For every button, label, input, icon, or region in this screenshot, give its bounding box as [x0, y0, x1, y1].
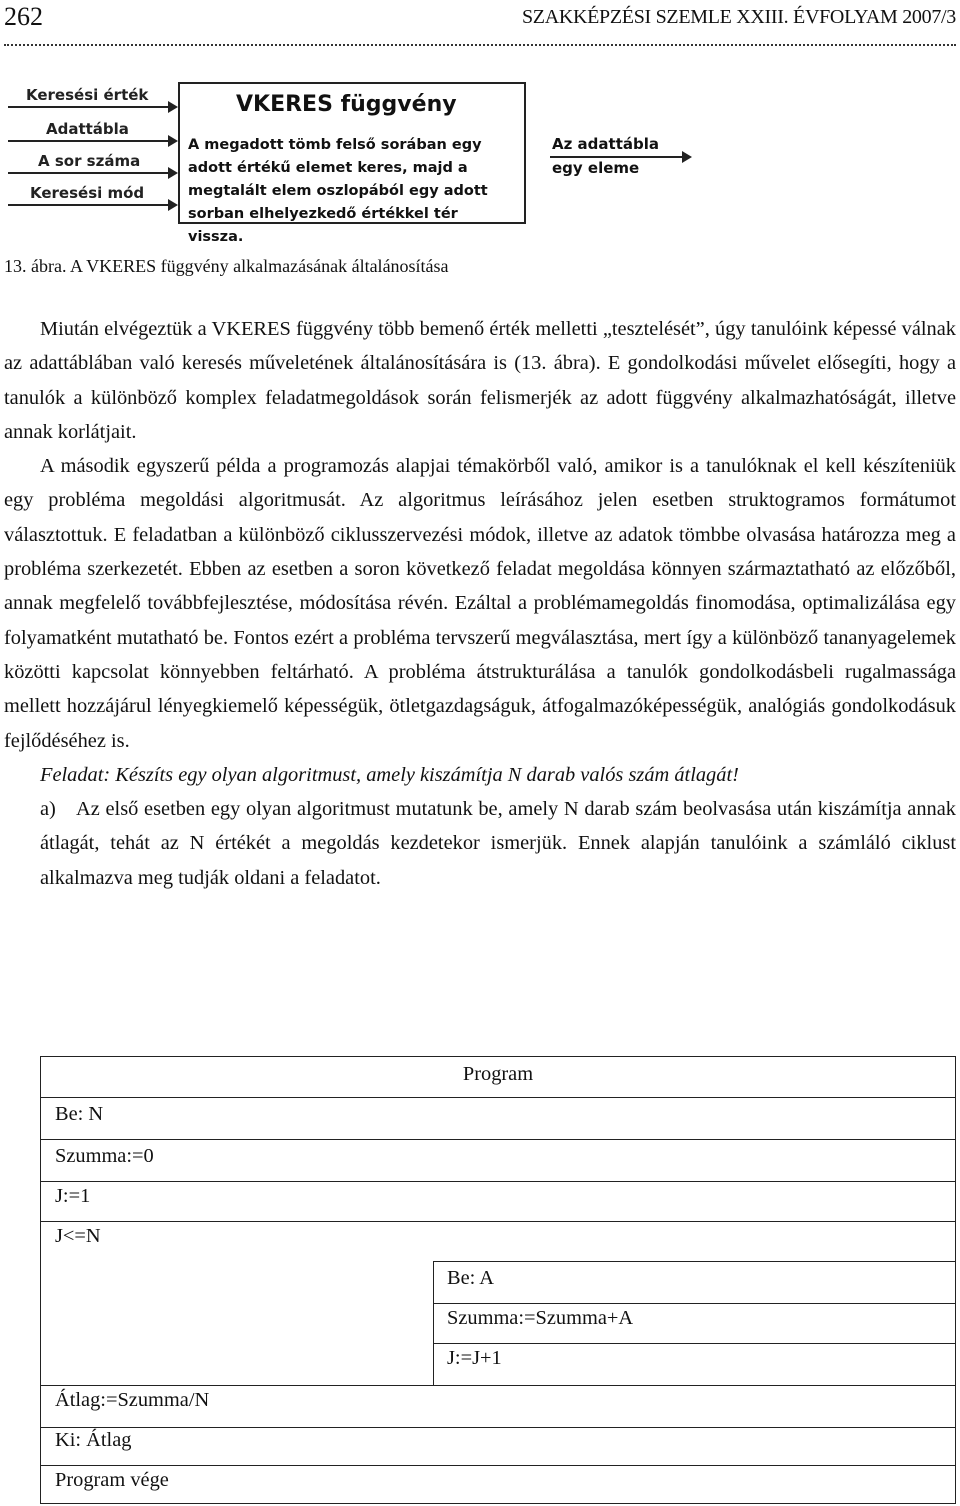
loop-body-step: Be: A: [447, 1267, 495, 1289]
struktogram-step: Program vége: [55, 1469, 169, 1491]
input-arrow-line: [8, 106, 168, 108]
loop-body-step: Szumma:=Szumma+A: [447, 1307, 634, 1329]
divider: [433, 1261, 955, 1262]
arrow-right-icon: [168, 199, 178, 211]
struktogram-step: Be: N: [55, 1103, 104, 1125]
paragraph: A második egyszerű példa a programozás alapjai témakörből való, amikor is a tanulóknak el kell készíteniük egy probléma megoldási algoritmusát. Az algoritmus leírásához jelen esetben struktogramos formátumot választottuk. E feladatban a különböző ciklusszervezési módok, illetve az adatok tömbbe olvasása határozza meg a probléma szerkezetét. Ebben az esetben a soron következő feladat megoldása könnyen származtatható az előzőből, annak megfelelő továbbfejlesztése, módosítása révén. Ezáltal a problémamegoldás finomodása, optimalizálása egy folyamatként mutatható be. Fontos ezért a probléma tervszerű megválasztása, mert így a különböző tananyagelemek közötti kapcsolat könnyebben feltárható. A probléma átstrukturálása a tanulók gondolkodásbeli rugalmassága mellett hozzájárul lényegkiemelő képességük, ötletgazdagságuk, átfogalmazóképességük, analógiás gondolkodásuk fejlődéséhez is.: [4, 455, 956, 752]
list-item-text: Az első esetben egy olyan algoritmust mutatunk be, amely N darab szám beolvasása után kiszámítja annak átlagát, tehát az N értékét a megoldás kezdetekor ismerjük. Ennek alapján tanulóink a számláló ciklust alkalmazva meg tudják oldani a feladatot.: [40, 798, 956, 889]
running-title: SZAKKÉPZÉSI SZEMLE XXIII. ÉVFOLYAM 2007/3: [521, 6, 956, 28]
paragraph: Miután elvégeztük a VKERES függvény több bemenő érték melletti „tesztelését”, úgy tanulóink képessé válnak az adattáblában való keresés műveletének általánosítására is (13. ábra). E gondolkodási művelet elősegíti, hogy a tanulók a különböző komplex feladatmegoldások során felismerjék az adott függvény alkalmazhatóságát, illetve annak korlátjait.: [4, 318, 956, 443]
loop-body-border: [433, 1261, 434, 1385]
struktogram-step: J:=1: [55, 1185, 91, 1207]
output-line: egy eleme: [552, 159, 640, 177]
function-title: VKERES függvény: [236, 92, 457, 117]
input-arrow-line: [8, 172, 168, 174]
arrow-right-icon: [168, 101, 178, 113]
output-arrow-line: [550, 156, 682, 158]
struktogram-step: Átlag:=Szumma/N: [55, 1389, 210, 1411]
divider: [41, 1427, 955, 1428]
header-divider: [4, 44, 956, 46]
list-item: [4, 792, 956, 895]
arrow-right-icon: [168, 167, 178, 179]
output-line: Az adattábla: [552, 135, 660, 153]
divider: [41, 1181, 955, 1182]
input-label-row-number: A sor száma: [38, 152, 141, 170]
function-description: A megadott tömb felső sorában egy adott értékű elemet keres, majd a megtalált elem oszlopából egy adott sorban elhelyezkedő értékkel tér vissza.: [188, 137, 488, 245]
divider: [41, 1139, 955, 1140]
list-marker: a): [40, 798, 56, 821]
arrow-right-icon: [168, 135, 178, 147]
page-header: [4, 0, 956, 36]
input-label-search-mode: Keresési mód: [30, 184, 145, 202]
arrow-right-icon: [682, 151, 692, 163]
loop-body-step: J:=J+1: [447, 1347, 502, 1369]
struktogram-step: Szumma:=0: [55, 1145, 154, 1167]
function-box: [178, 82, 526, 245]
divider: [41, 1385, 955, 1386]
vkeres-figure: [0, 80, 700, 245]
struktogram-title: Program: [462, 1063, 534, 1085]
input-label-search-value: Keresési érték: [26, 86, 149, 104]
input-label-table: Adattábla: [46, 120, 129, 138]
divider: [41, 1097, 955, 1098]
loop-condition: J<=N: [55, 1225, 101, 1247]
input-arrow-line: [8, 204, 168, 206]
struktogram-step: Ki: Átlag: [55, 1429, 132, 1451]
article-body: [4, 312, 956, 895]
divider: [41, 1221, 955, 1222]
divider: [433, 1303, 955, 1304]
divider: [433, 1343, 955, 1344]
page-number: 262: [4, 2, 43, 31]
divider: [41, 1465, 955, 1466]
task-statement: Feladat: Készíts egy olyan algoritmust, amely kiszámítja N darab valós szám átlagát!: [40, 763, 739, 786]
input-arrow-line: [8, 140, 168, 142]
struktogram: [40, 1056, 956, 1504]
figure-caption: 13. ábra. A VKERES függvény alkalmazásának általánosítása: [4, 256, 449, 276]
